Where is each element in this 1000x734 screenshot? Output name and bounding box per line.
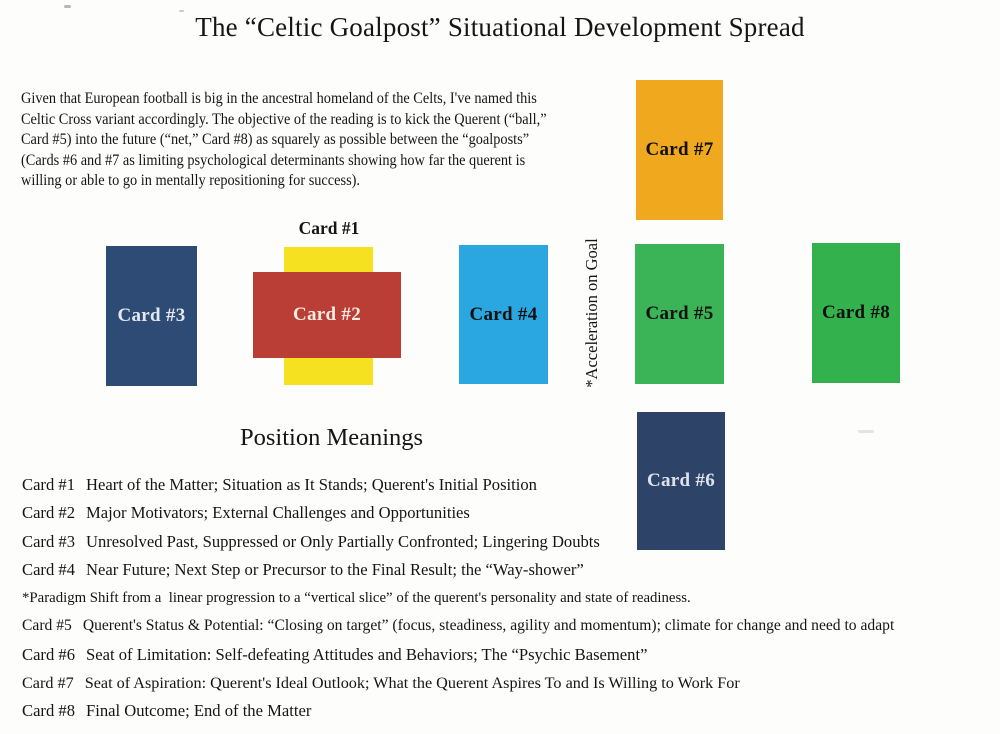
- position-meanings-list: [22, 471, 998, 726]
- intro-line: willing or able to go in mentally repositioning for success).: [21, 170, 361, 190]
- intro-line: Given that European football is big in the ancestral homeland of the Celts, I've named this: [21, 88, 537, 107]
- position-meanings-heading: Position Meanings: [240, 424, 424, 451]
- meaning-item: [22, 528, 998, 556]
- card-3: Card #3: [106, 246, 197, 386]
- meaning-item: [22, 471, 998, 499]
- card1-position-label: Card #1: [298, 218, 360, 238]
- card-7: Card #7: [636, 80, 723, 220]
- meaning-item: [22, 612, 998, 640]
- meaning-item: [22, 697, 998, 725]
- meaning-item: [22, 669, 998, 697]
- meaning-text: Querent's Status & Potential: “Closing on target” (focus, steadiness, agility and momentum); climate for change and need to adapt: [82, 617, 895, 635]
- scan-artifact: [179, 10, 184, 12]
- meaning-text: Final Outcome; End of the Matter: [86, 701, 312, 721]
- meaning-text: Seat of Limitation: Self-defeating Attitudes and Behaviors; The “Psychic Basement”: [86, 644, 648, 664]
- intro-line: (Cards #6 and #7 as limiting psychological determinants showing how far the querent is: [21, 149, 526, 169]
- card-6: Card #6: [637, 412, 725, 550]
- intro-paragraph: [21, 88, 584, 191]
- meaning-prefix: Card #2: [22, 503, 75, 523]
- meaning-prefix: Card #5: [22, 617, 72, 635]
- meaning-prefix: Card #4: [22, 559, 75, 579]
- meaning-text: Near Future; Next Step or Precursor to the Final Result; the “Way-shower”: [86, 559, 584, 579]
- intro-line: Celtic Cross variant accordingly. The objective of the reading is to kick the Querent (“ball,”: [21, 108, 547, 128]
- meaning-prefix: Card #1: [22, 475, 75, 494]
- meaning-prefix: Card #7: [22, 674, 74, 693]
- meaning-item: [22, 641, 998, 669]
- card-5: Card #5: [635, 244, 724, 384]
- intro-line: Card #5) into the future (“net,” Card #8) as squarely as possible between the “goalposts”: [21, 129, 530, 149]
- meaning-text: Seat of Aspiration: Querent's Ideal Outlook; What the Querent Aspires To and Is Willing to Work For: [84, 674, 740, 693]
- meaning-text: Unresolved Past, Suppressed or Only Partially Confronted; Lingering Doubts: [86, 531, 600, 551]
- meaning-item-paradigm-note: [22, 584, 998, 612]
- meaning-item: [22, 556, 998, 584]
- meaning-text: Heart of the Matter; Situation as It Stands; Querent's Initial Position: [86, 475, 537, 494]
- meaning-prefix: Card #8: [22, 701, 75, 721]
- scan-artifact: [858, 430, 874, 433]
- meaning-item: [22, 499, 998, 527]
- card-8: Card #8: [812, 243, 900, 383]
- meaning-text: Major Motivators; External Challenges and Opportunities: [86, 503, 470, 523]
- meaning-prefix: Card #6: [22, 644, 75, 664]
- scan-artifact: [64, 5, 71, 8]
- card-2: Card #2: [253, 272, 401, 358]
- card-4: Card #4: [459, 245, 548, 384]
- acceleration-axis-label: *Acceleration on Goal: [582, 238, 601, 388]
- meaning-text: *Paradigm Shift from a linear progression to a “vertical slice” of the querent's personality and state of readiness.: [22, 590, 691, 607]
- page-title: The “Celtic Goalpost” Situational Development Spread: [195, 12, 805, 42]
- meaning-prefix: Card #3: [22, 531, 75, 551]
